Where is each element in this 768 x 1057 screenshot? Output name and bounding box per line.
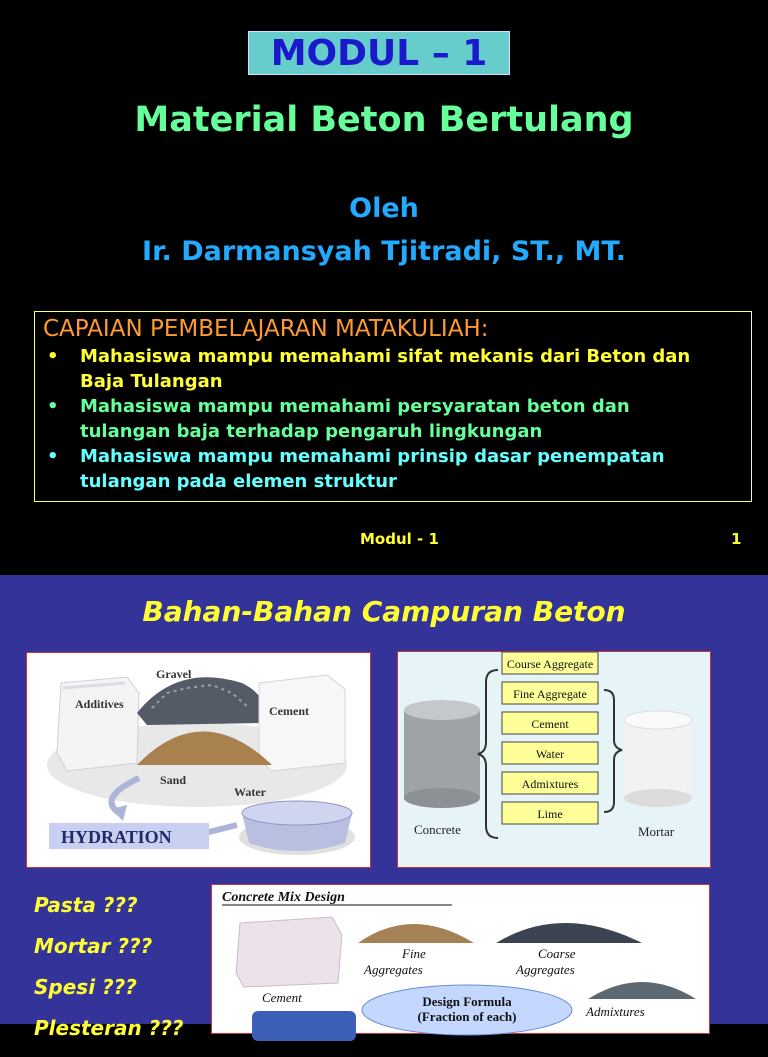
cement-label: Cement [269,704,309,718]
question-item: Mortar ??? [34,934,153,958]
component-label: Course Aggregate [506,657,594,671]
component-label: Fine Aggregate [513,687,587,701]
learning-outcomes-title: CAPAIAN PEMBELAJARAN MATAKULIAH: [43,316,489,342]
fine-label: Fine [402,946,426,961]
question-item: Pasta ??? [34,893,138,917]
cement-label: Cement [262,990,302,1005]
arrow-icon [205,825,237,833]
aggregates-label: Aggregates [516,962,575,977]
component-label: Water [535,747,565,761]
cylinder-bottom [624,789,692,807]
sand-label: Sand [160,773,187,787]
concrete-cylinder-icon [404,710,480,798]
bullet: • [47,446,59,467]
bullet: • [47,346,59,367]
gravel-pile-icon [137,677,265,725]
outcome-line: Mahasiswa mampu memahami persyaratan beton dan [80,396,630,417]
coarse-label: Coarse [538,946,576,961]
additives-bag-icon [57,677,139,771]
learning-outcomes-list [43,344,743,494]
outcome-line: Baja Tulangan [80,371,223,392]
cylinder-bottom [404,788,480,808]
component-label: Cement [531,717,569,731]
mix-design-diagram [212,885,709,1033]
oleh-label: Oleh [349,193,419,224]
learning-outcome-item [43,394,743,444]
question-item: Plesteran ??? [34,1016,184,1040]
admixtures-label: Admixtures [586,1004,645,1019]
outcome-line: Mahasiswa mampu memahami sifat mekanis dari Beton dan [80,346,691,367]
coarse-aggregate-pile-icon [496,923,642,943]
mix-design-illustration [211,884,710,1034]
component-list [502,652,598,824]
component-label: Admixtures [521,777,579,791]
modul-label-box [248,31,510,75]
author-name: Ir. Darmansyah Tjitradi, ST., MT. [142,236,626,267]
page-number: 1 [731,530,742,548]
learning-outcomes-box [34,311,752,502]
component-label: Lime [537,807,563,821]
design-formula-label: Design Formula [422,994,512,1009]
gravel-label: Gravel [156,667,192,681]
hydration-illustration [26,652,371,868]
modul-label: MODUL – 1 [270,32,488,74]
admixtures-pile-icon [588,982,696,999]
cylinder-top [404,700,480,720]
slide-title: Material Beton Bertulang [134,100,634,140]
composition-diagram [398,652,710,867]
brace-icon [604,690,622,812]
fine-aggregate-pile-icon [358,924,474,943]
outcome-line: tulangan baja terhadap pengaruh lingkungan [80,421,543,442]
slide-footer: Modul - 1 [360,530,439,548]
hydration-diagram [27,653,370,867]
water-label: Water [234,785,266,799]
basin-rim [242,801,352,825]
concrete-composition-illustration [397,651,711,868]
outcome-line: tulangan pada elemen struktur [80,471,397,492]
hydration-label: HYDRATION [61,827,172,847]
concrete-label: Concrete [414,822,461,837]
mortar-label: Mortar [638,824,675,839]
cement-bag-icon [236,917,342,987]
mortar-cylinder-icon [624,720,692,798]
outcome-line: Mahasiswa mampu memahami prinsip dasar penempatan [80,446,665,467]
slide-title: Bahan-Bahan Campuran Beton [142,595,626,628]
question-list [34,893,183,1057]
aggregates-label: Aggregates [364,962,423,977]
learning-outcome-item [43,344,743,394]
additives-label: Additives [75,697,124,711]
mix-design-title: Concrete Mix Design [222,890,345,905]
slide-2 [0,575,768,1040]
design-formula-sublabel: (Fraction of each) [417,1009,517,1024]
cement-bag-icon [259,675,345,771]
water-drum-icon [252,1011,356,1041]
bullet: • [47,396,59,417]
question-item: Spesi ??? [34,975,137,999]
learning-outcome-item [43,444,743,494]
cylinder-top [624,711,692,729]
brace-icon [478,670,498,838]
